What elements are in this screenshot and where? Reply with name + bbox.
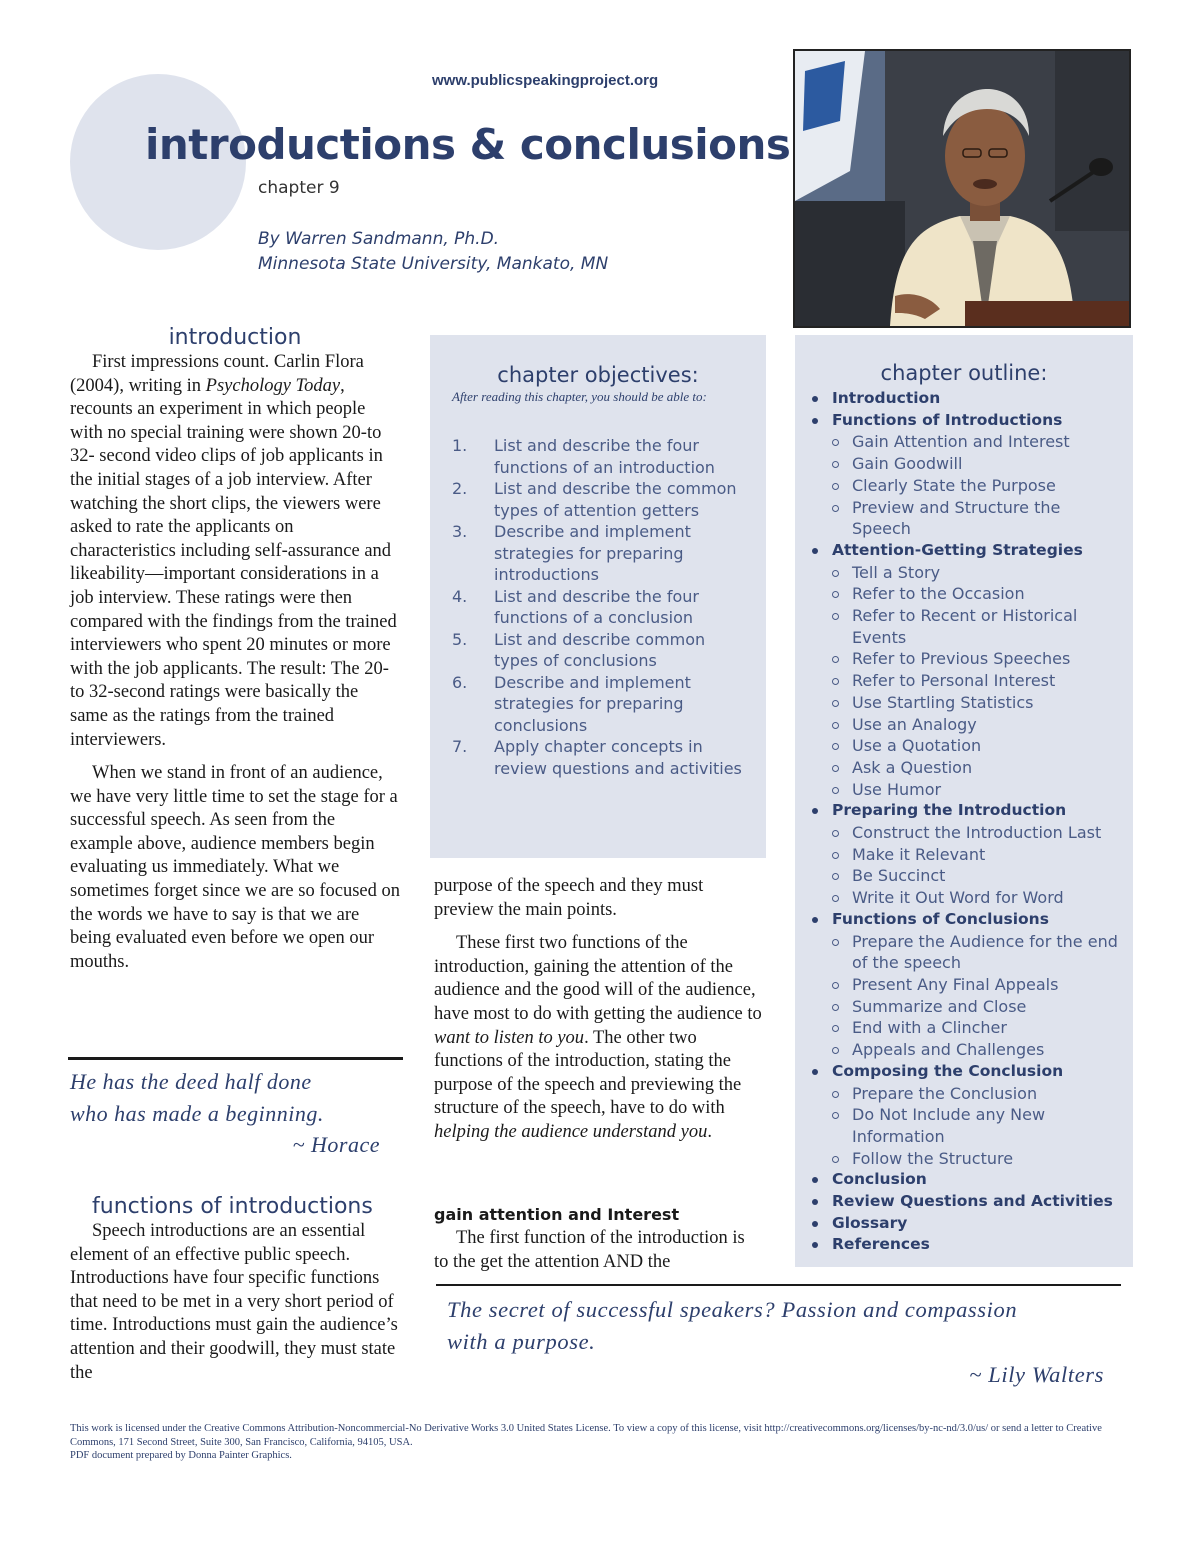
outline-section-label: Review Questions and Activities xyxy=(832,1192,1113,1211)
outline-subitem[interactable]: Summarize and Close xyxy=(832,996,1133,1018)
speaker-photo-illustration xyxy=(795,51,1129,326)
outline-subitem[interactable]: End with a Clincher xyxy=(832,1017,1133,1039)
outline-subitem[interactable]: Use Startling Statistics xyxy=(832,692,1133,714)
objective-text: Apply chapter concepts in review questions and activities xyxy=(494,737,742,778)
outline-section-label: Conclusion xyxy=(832,1170,927,1189)
outline-title: chapter outline: xyxy=(880,361,1048,385)
emphasis: helping the audience understand you xyxy=(434,1121,708,1142)
author-name: By Warren Sandmann, Ph.D. xyxy=(258,229,500,249)
author-affiliation: Minnesota State University, Mankato, MN xyxy=(258,254,609,274)
outline-subitem[interactable]: Tell a Story xyxy=(832,562,1133,584)
outline-sublist xyxy=(832,1083,1133,1170)
outline-section[interactable] xyxy=(795,410,1133,540)
outline-subitem[interactable]: Clearly State the Purpose xyxy=(832,475,1133,497)
outline-subitem[interactable]: Do Not Include any New Information xyxy=(832,1104,1133,1147)
outline-subitem[interactable]: Use an Analogy xyxy=(832,714,1133,736)
outline-subitem[interactable]: Use a Quotation xyxy=(832,735,1133,757)
objective-number: 6. xyxy=(452,672,468,692)
objective-number: 5. xyxy=(452,629,468,649)
middle-body xyxy=(434,875,762,1145)
outline-subitem[interactable]: Refer to Personal Interest xyxy=(832,670,1133,692)
chapter-outline-box xyxy=(795,335,1133,1267)
outline-section-label: Preparing the Introduction xyxy=(832,801,1067,820)
introduction-paragraph xyxy=(70,351,400,752)
quote-line: with a purpose. xyxy=(447,1328,596,1354)
outline-section-label: Functions of Conclusions xyxy=(832,909,1049,928)
objectives-list xyxy=(430,435,766,779)
outline-list xyxy=(795,388,1133,1256)
quote-divider xyxy=(68,1057,403,1060)
outline-subitem[interactable]: Ask a Question xyxy=(832,757,1133,779)
outline-subitem[interactable]: Gain Attention and Interest xyxy=(832,431,1133,453)
functions-body xyxy=(70,1220,400,1385)
objectives-title: chapter objectives: xyxy=(497,363,699,387)
text-run: . xyxy=(707,1121,712,1142)
chapter-objectives-box xyxy=(430,335,766,858)
objective-text: List and describe the four functions of an introduction xyxy=(494,436,715,477)
walters-quote xyxy=(447,1294,1112,1391)
quote-author: ~ Horace xyxy=(292,1132,380,1157)
objective-item xyxy=(430,629,766,672)
functions-heading: functions of introductions xyxy=(92,1194,373,1219)
outline-subitem[interactable]: Make it Relevant xyxy=(832,844,1133,866)
objective-item xyxy=(430,736,766,779)
outline-subitem[interactable]: Refer to Recent or Historical Events xyxy=(832,605,1133,648)
objective-text: List and describe the four functions of a conclusion xyxy=(494,586,699,627)
outline-subitem[interactable]: Refer to Previous Speeches xyxy=(832,648,1133,670)
outline-section[interactable] xyxy=(795,800,1133,909)
outline-section[interactable] xyxy=(795,1191,1133,1213)
magazine-title: Psychology Today xyxy=(205,375,341,396)
outline-subitem[interactable]: Gain Goodwill xyxy=(832,453,1133,475)
outline-section-label: Functions of Introductions xyxy=(832,410,1063,429)
license-footer xyxy=(70,1422,1128,1463)
objective-number: 4. xyxy=(452,586,468,606)
author-block xyxy=(258,227,608,277)
outline-section[interactable] xyxy=(795,1234,1133,1256)
objective-item xyxy=(430,435,766,478)
outline-sublist xyxy=(832,931,1133,1061)
quote-author: ~ Lily Walters xyxy=(969,1362,1104,1387)
objective-number: 3. xyxy=(452,522,468,541)
outline-section-label: References xyxy=(832,1235,930,1254)
objective-text: List and describe common types of conclusions xyxy=(494,629,706,670)
outline-section[interactable] xyxy=(795,1213,1133,1235)
objective-text: Describe and implement strategies for preparing conclusions xyxy=(494,672,691,735)
text-run: First impressions count. Carlin Flora (2004), writing in xyxy=(70,352,364,396)
outline-subitem[interactable]: Construct the Introduction Last xyxy=(832,822,1133,844)
objectives-subtitle: After reading this chapter, you should be able to: xyxy=(452,389,707,404)
middle-paragraph: purpose of the speech and they must preview the main points. xyxy=(434,876,704,920)
middle-paragraph xyxy=(434,932,762,1144)
outline-sublist xyxy=(832,822,1133,909)
outline-sublist xyxy=(832,562,1133,801)
gain-attention-heading: gain attention and Interest xyxy=(434,1205,680,1224)
objective-number: 2. xyxy=(452,479,468,498)
objective-number: 7. xyxy=(452,737,468,756)
outline-subitem[interactable]: Refer to the Occasion xyxy=(832,583,1133,605)
speaker-photo xyxy=(793,49,1131,328)
quote-divider xyxy=(436,1284,1121,1286)
objective-text: List and describe the common types of attention getters xyxy=(494,479,737,520)
introduction-body xyxy=(70,351,400,974)
objective-item xyxy=(430,672,766,737)
objective-item xyxy=(430,521,766,586)
text-run: , recounts an experiment in which people with no special training were shown 20-to 32- second video clips of job applicants in the initial stages of a job interview. After watching the short clips, the viewers were asked to rate the applicants on characteristics including self-assurance and likeability—important considerations in a job interview. These ratings were then compared with the findings from the trained interviewers who spent 20 minutes or more with the job applicants. The result: The 20-to 32-second ratings were basically the same as the ratings from the trained interviewers. xyxy=(70,375,397,750)
outline-section-label: Glossary xyxy=(832,1213,908,1232)
introduction-heading: introduction xyxy=(168,325,302,350)
text-run: . The other two functions of the introduction, stating the purpose of the speech and previewing the structure of the speech, have to do with xyxy=(434,1027,742,1119)
objective-text: Describe and implement strategies for preparing introductions xyxy=(494,522,691,584)
outline-section[interactable] xyxy=(795,388,1133,410)
functions-paragraph: Speech introductions are an essential element of an effective public speech. Introductions have four specific functions that need to be met in a very short period of time. Introductions must gain the audience’s attention and their goodwill, they must state the xyxy=(70,1221,398,1383)
outline-subitem[interactable]: Prepare the Audience for the end of the speech xyxy=(832,931,1133,974)
outline-section[interactable] xyxy=(795,1061,1133,1170)
outline-subitem[interactable]: Write it Out Word for Word xyxy=(832,887,1133,909)
outline-section-label: Introduction xyxy=(832,389,941,407)
chapter-label: chapter 9 xyxy=(258,178,340,198)
outline-section-label: Composing the Conclusion xyxy=(832,1061,1064,1080)
quote-line: who has made a beginning. xyxy=(70,1100,324,1126)
quote-line: The secret of successful speakers? Passion and compassion xyxy=(447,1297,1018,1322)
outline-subitem[interactable]: Be Succinct xyxy=(832,865,1133,887)
outline-section[interactable] xyxy=(795,909,1133,1061)
objective-item xyxy=(430,586,766,629)
outline-sublist xyxy=(832,431,1133,540)
outline-subitem[interactable]: Prepare the Conclusion xyxy=(832,1083,1133,1105)
page-title: introductions & conclusions xyxy=(145,120,791,169)
outline-subitem[interactable]: Use Humor xyxy=(832,779,1133,801)
site-url[interactable]: www.publicspeakingproject.org xyxy=(432,72,659,89)
objective-item xyxy=(430,478,766,521)
outline-subitem[interactable]: Preview and Structure the Speech xyxy=(832,497,1133,540)
outline-section[interactable] xyxy=(795,540,1133,800)
text-run: These first two functions of the introduction, gaining the attention of the audience and the good will of the audience, have most to do with getting the audience to xyxy=(434,933,762,1024)
gain-attention-paragraph: The first function of the introduction is to the get the attention AND the xyxy=(434,1228,745,1272)
outline-section-label: Attention-Getting Strategies xyxy=(832,540,1083,559)
license-text: This work is licensed under the Creative Commons Attribution-Noncommercial-No Derivative Works 3.0 United States License. To view a copy of this license, visit http://creativecommons.org/licenses/by-nc-nd/3.0/us/ or send a letter to Creative Commons, 171 Second Street, Suite 300, San Francisco, California, 94105, USA. xyxy=(70,1423,1102,1448)
prepared-by: PDF document prepared by Donna Painter Graphics. xyxy=(70,1450,292,1461)
gain-attention-body xyxy=(434,1227,762,1274)
introduction-paragraph: When we stand in front of an audience, we have very little time to set the stage for a successful speech. As seen from the example above, audience members begin evaluating us immediately. What we sometimes forget since we are so focused on the words we have to say is that we are being evaluated even before we open our mouths. xyxy=(70,763,400,972)
emphasis: want to listen to you xyxy=(434,1027,585,1048)
objective-number: 1. xyxy=(452,436,468,455)
outline-subitem[interactable]: Present Any Final Appeals xyxy=(832,974,1133,996)
outline-section[interactable] xyxy=(795,1169,1133,1191)
horace-quote xyxy=(70,1066,380,1161)
outline-subitem[interactable]: Follow the Structure xyxy=(832,1148,1133,1170)
quote-line: He has the deed half done xyxy=(70,1069,312,1094)
outline-subitem[interactable]: Appeals and Challenges xyxy=(832,1039,1133,1061)
